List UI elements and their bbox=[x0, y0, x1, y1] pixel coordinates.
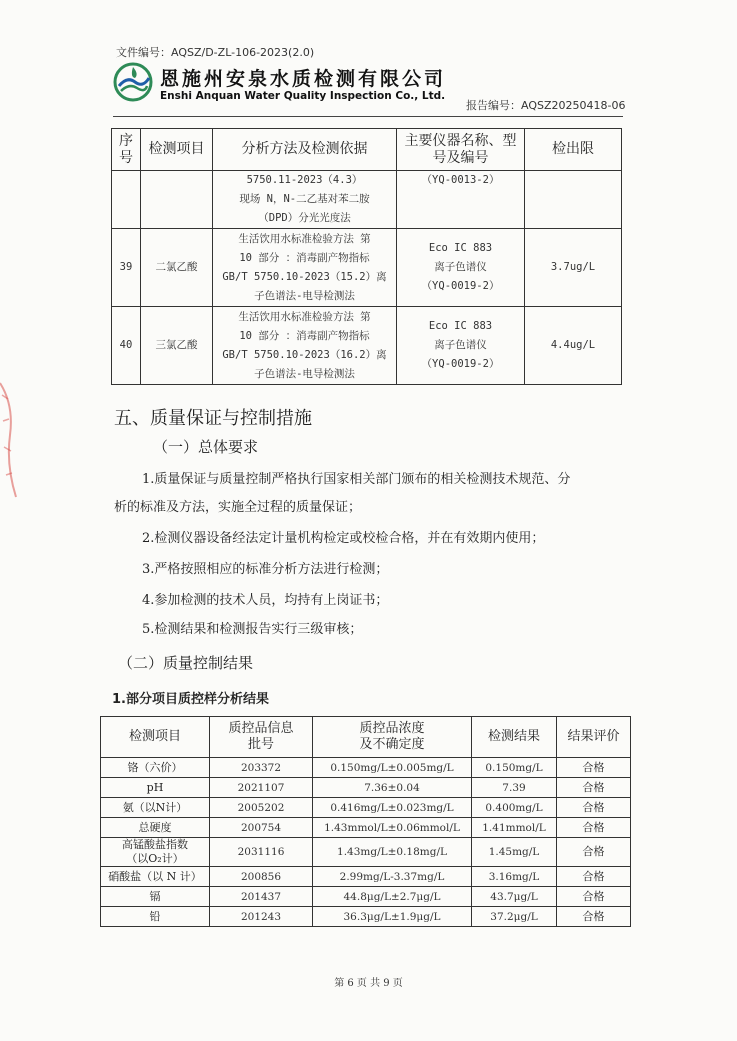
header-no: 序号 bbox=[112, 129, 141, 171]
qc-cell-batch: 201243 bbox=[210, 907, 313, 927]
qc-cell-evaluation: 合格 bbox=[557, 838, 631, 867]
qc-cell-result: 0.400mg/L bbox=[472, 798, 557, 818]
qc-table bbox=[100, 716, 631, 927]
qc-header-row bbox=[101, 717, 631, 758]
company-name-en: Enshi Anquan Water Quality Inspection Co., Ltd. bbox=[160, 90, 446, 102]
company-name-cn: 恩施州安泉水质检测有限公司 bbox=[160, 68, 447, 90]
qc-cell-result: 1.45mg/L bbox=[472, 838, 557, 867]
qc-cell-batch: 2021107 bbox=[210, 778, 313, 798]
qc-cell-result: 7.39 bbox=[472, 778, 557, 798]
qc-cell-result: 43.7μg/L bbox=[472, 887, 557, 907]
qc-header-batch: 质控品信息 批号 bbox=[210, 717, 313, 758]
qc-table-row bbox=[101, 798, 631, 818]
qc-cell-concentration: 7.36±0.04 bbox=[313, 778, 472, 798]
qc-cell-evaluation: 合格 bbox=[557, 887, 631, 907]
instrument-cell: （YQ-0013-2） bbox=[397, 171, 525, 229]
qc-table-row bbox=[101, 887, 631, 907]
qc-cell-result: 1.41mmol/L bbox=[472, 818, 557, 838]
header-divider bbox=[113, 116, 623, 117]
subsection-title-general: （一）总体要求 bbox=[153, 438, 259, 456]
qc-cell-item: pH bbox=[101, 778, 210, 798]
qc-table-caption: 1.部分项目质控样分析结果 bbox=[112, 692, 269, 707]
methods-row-39 bbox=[112, 229, 622, 307]
qc-cell-evaluation: 合格 bbox=[557, 867, 631, 887]
qc-table-row bbox=[101, 838, 631, 867]
row-limit: 4.4ug/L bbox=[525, 307, 622, 385]
file-number: 文件编号：AQSZ/D-ZL-106-2023(2.0) bbox=[116, 46, 315, 59]
qc-cell-concentration: 36.3μg/L±1.9μg/L bbox=[313, 907, 472, 927]
instrument-cell: Eco IC 883 离子色谱仪 （YQ-0019-2） bbox=[397, 307, 525, 385]
qc-cell-item: 铅 bbox=[101, 907, 210, 927]
qc-cell-result: 3.16mg/L bbox=[472, 867, 557, 887]
paragraph-5: 5.检测结果和检测报告实行三级审核； bbox=[142, 622, 363, 637]
method-cell: 生活饮用水标准检验方法 第 10 部分 ：消毒副产物指标 GB/T 5750.10-2023（15.2）离 子色谱法-电导检测法 bbox=[213, 229, 397, 307]
qc-cell-concentration: 0.150mg/L±0.005mg/L bbox=[313, 758, 472, 778]
qc-cell-item: 总硬度 bbox=[101, 818, 210, 838]
qc-cell-batch: 2005202 bbox=[210, 798, 313, 818]
header-item: 检测项目 bbox=[141, 129, 213, 171]
paragraph-3: 3.严格按照相应的标准分析方法进行检测； bbox=[142, 562, 389, 577]
methods-continued-row bbox=[112, 171, 622, 229]
qc-cell-item: 铬（六价） bbox=[101, 758, 210, 778]
qc-header-evaluation: 结果评价 bbox=[557, 717, 631, 758]
qc-header-result: 检测结果 bbox=[472, 717, 557, 758]
qc-cell-evaluation: 合格 bbox=[557, 907, 631, 927]
paragraph-1-line-1: 1.质量保证与质量控制严格执行国家相关部门颁布的相关检测技术规范、分 bbox=[142, 472, 571, 487]
methods-header-row bbox=[112, 129, 622, 171]
section-title: 五、质量保证与控制措施 bbox=[114, 408, 312, 429]
qc-cell-evaluation: 合格 bbox=[557, 758, 631, 778]
qc-header-item: 检测项目 bbox=[101, 717, 210, 758]
qc-table-row bbox=[101, 818, 631, 838]
header-instrument: 主要仪器名称、型号及编号 bbox=[397, 129, 525, 171]
qc-cell-evaluation: 合格 bbox=[557, 818, 631, 838]
qc-cell-result: 37.2μg/L bbox=[472, 907, 557, 927]
methods-table bbox=[111, 128, 622, 385]
qc-cell-evaluation: 合格 bbox=[557, 798, 631, 818]
qc-cell-concentration: 1.43mmol/L±0.06mmol/L bbox=[313, 818, 472, 838]
row-item: 三氯乙酸 bbox=[141, 307, 213, 385]
qc-cell-concentration: 0.416mg/L±0.023mg/L bbox=[313, 798, 472, 818]
row-no: 40 bbox=[112, 307, 141, 385]
qc-cell-batch: 203372 bbox=[210, 758, 313, 778]
instrument-cell: Eco IC 883 离子色谱仪 （YQ-0019-2） bbox=[397, 229, 525, 307]
qc-cell-batch: 2031116 bbox=[210, 838, 313, 867]
header-method: 分析方法及检测依据 bbox=[213, 129, 397, 171]
paragraph-2: 2.检测仪器设备经法定计量机构检定或校检合格，并在有效期内使用； bbox=[142, 531, 545, 546]
qc-cell-evaluation: 合格 bbox=[557, 778, 631, 798]
paragraph-4: 4.参加检测的技术人员，均持有上岗证书； bbox=[142, 593, 389, 608]
qc-table-row bbox=[101, 867, 631, 887]
qc-cell-item: 镉 bbox=[101, 887, 210, 907]
qc-cell-result: 0.150mg/L bbox=[472, 758, 557, 778]
report-number: 报告编号：AQSZ20250418-06 bbox=[466, 99, 626, 112]
subsection-title-qc-results: （二）质量控制结果 bbox=[118, 654, 254, 672]
qc-table-row bbox=[101, 758, 631, 778]
qc-cell-batch: 200856 bbox=[210, 867, 313, 887]
row-limit: 3.7ug/L bbox=[525, 229, 622, 307]
qc-cell-concentration: 44.8μg/L±2.7μg/L bbox=[313, 887, 472, 907]
methods-row-40 bbox=[112, 307, 622, 385]
qc-table-row bbox=[101, 907, 631, 927]
seal-stamp-fragment bbox=[0, 375, 18, 505]
method-cell: 生活饮用水标准检验方法 第 10 部分 ：消毒副产物指标 GB/T 5750.10-2023（16.2）离 子色谱法-电导检测法 bbox=[213, 307, 397, 385]
row-item: 二氯乙酸 bbox=[141, 229, 213, 307]
qc-cell-batch: 200754 bbox=[210, 818, 313, 838]
qc-cell-item: 高锰酸盐指数 （以O₂计） bbox=[101, 838, 210, 867]
qc-header-concentration: 质控品浓度 及不确定度 bbox=[313, 717, 472, 758]
page-footer: 第 6 页 共 9 页 bbox=[334, 978, 403, 989]
paragraph-1-line-2: 析的标准及方法，实施全过程的质量保证； bbox=[114, 500, 362, 515]
qc-cell-concentration: 1.43mg/L±0.18mg/L bbox=[313, 838, 472, 867]
method-cell: 5750.11-2023（4.3） 现场 N，N-二乙基对苯二胺 （DPD）分光光度法 bbox=[213, 171, 397, 229]
water-drop-logo-icon bbox=[113, 62, 153, 102]
qc-cell-item: 硝酸盐（以 N 计） bbox=[101, 867, 210, 887]
qc-cell-item: 氨（以N计） bbox=[101, 798, 210, 818]
qc-cell-concentration: 2.99mg/L-3.37mg/L bbox=[313, 867, 472, 887]
qc-cell-batch: 201437 bbox=[210, 887, 313, 907]
header-limit: 检出限 bbox=[525, 129, 622, 171]
row-no: 39 bbox=[112, 229, 141, 307]
qc-table-row bbox=[101, 778, 631, 798]
